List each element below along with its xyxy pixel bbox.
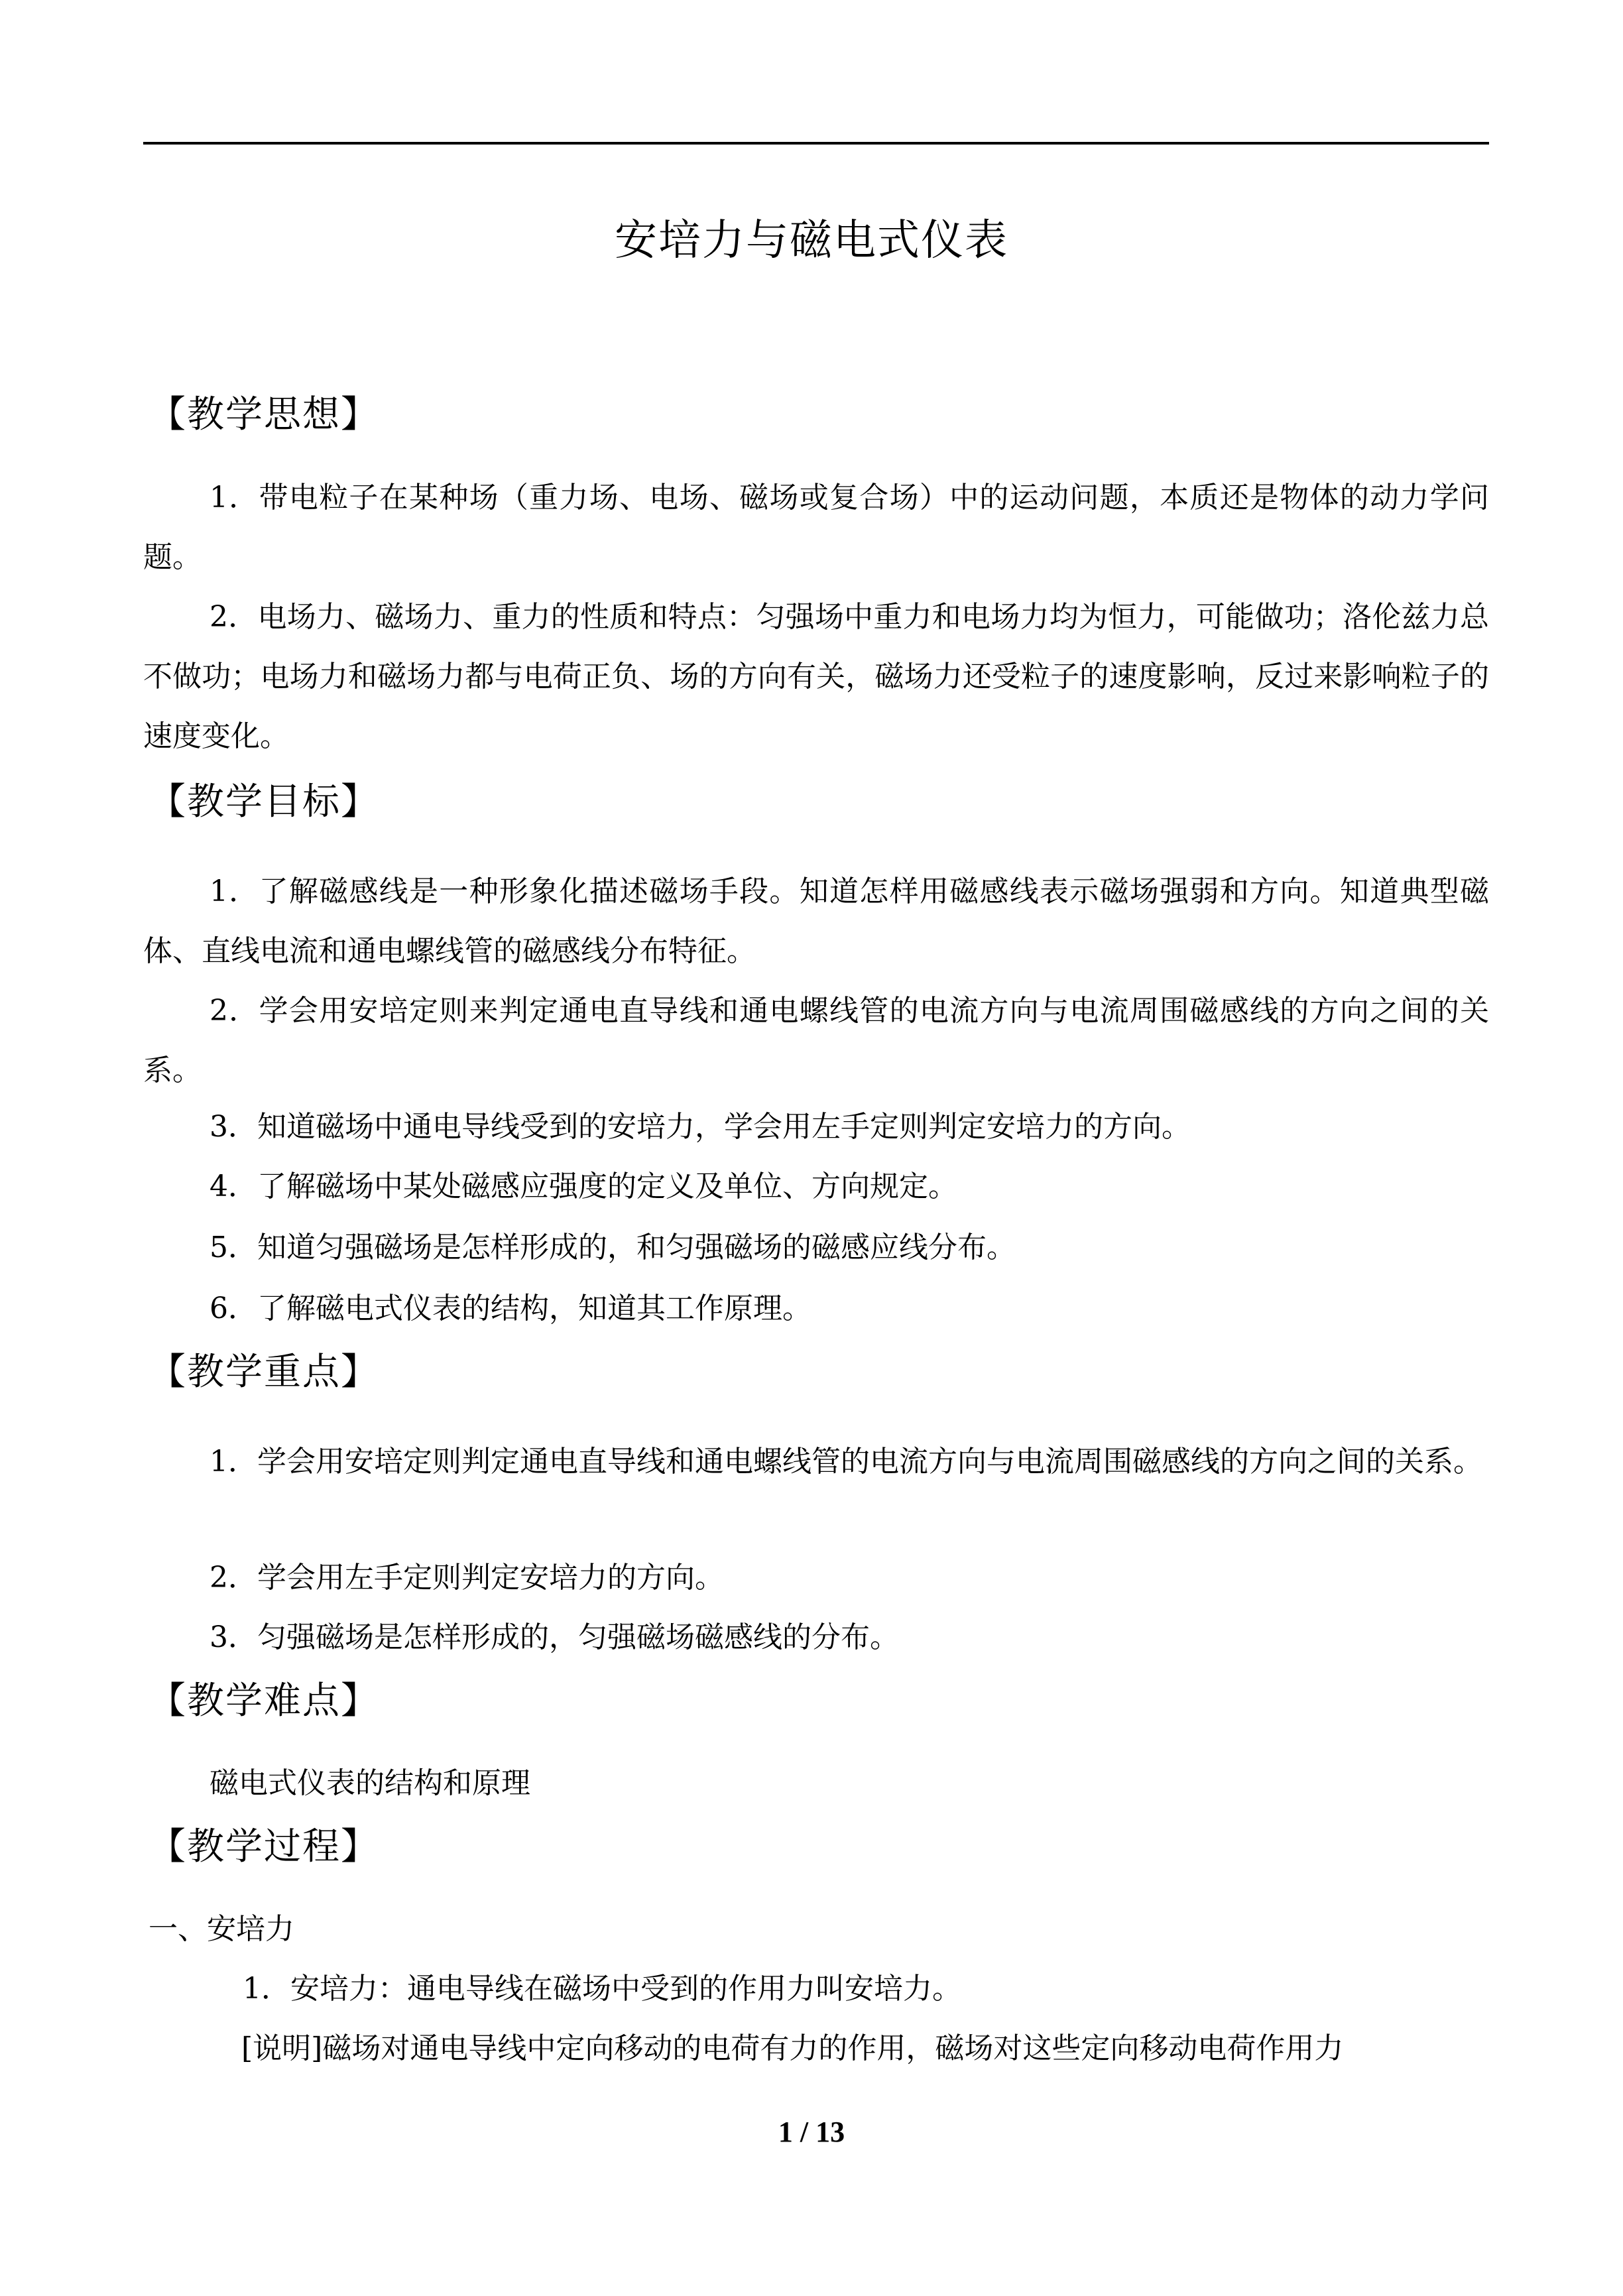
top-rule bbox=[143, 142, 1489, 145]
section-heading-process: 【教学过程】 bbox=[149, 1825, 379, 1868]
paragraph: 2．电场力、磁场力、重力的性质和特点：匀强场中重力和电场力均为恒力，可能做功；洛伦兹力总不做功；电场力和磁场力都与电荷正负、场的方向有关，磁场力还受粒子的速度影响，反过来影响粒子的速度变化。 bbox=[143, 600, 1489, 753]
paragraph: 6．了解磁电式仪表的结构，知道其工作原理。 bbox=[210, 1292, 812, 1325]
page-title: 安培力与磁电式仪表 bbox=[615, 216, 1008, 265]
paragraph: 1．学会用安培定则判定通电直导线和通电螺线管的电流方向与电流周围磁感线的方向之间的关系。 bbox=[210, 1445, 1482, 1479]
paragraph: 3．匀强磁场是怎样形成的，匀强磁场磁感线的分布。 bbox=[210, 1620, 899, 1654]
paragraph: 5．知道匀强磁场是怎样形成的，和匀强磁场的磁感应线分布。 bbox=[210, 1231, 1016, 1264]
paragraph: 4．了解磁场中某处磁感应强度的定义及单位、方向规定。 bbox=[210, 1170, 957, 1203]
paragraph: 1．了解磁感线是一种形象化描述磁场手段。知道怎样用磁感线表示磁场强弱和方向。知道典型磁体、直线电流和通电螺线管的磁感线分布特征。 bbox=[143, 875, 1489, 968]
paragraph: 1．带电粒子在某种场（重力场、电场、磁场或复合场）中的运动问题，本质还是物体的动力学问题。 bbox=[143, 481, 1489, 574]
section-heading-difficulties: 【教学难点】 bbox=[149, 1679, 379, 1722]
process-subheading: 一、安培力 bbox=[149, 1912, 294, 1946]
page-number: 1 / 13 bbox=[778, 2116, 845, 2148]
paragraph: 3．知道磁场中通电导线受到的安培力，学会用左手定则判定安培力的方向。 bbox=[210, 1110, 1191, 1144]
paragraph: 1．安培力：通电导线在磁场中受到的作用力叫安培力。 bbox=[243, 1972, 961, 2006]
paragraph: [说明]磁场对通电导线中定向移动的电荷有力的作用，磁场对这些定向移动电荷作用力 bbox=[241, 2031, 1344, 2065]
paragraph: 2．学会用左手定则判定安培力的方向。 bbox=[210, 1561, 724, 1595]
paragraph: 磁电式仪表的结构和原理 bbox=[210, 1766, 530, 1800]
paragraph: 2．学会用安培定则来判定通电直导线和通电螺线管的电流方向与电流周围磁感线的方向之间的关系。 bbox=[143, 994, 1489, 1087]
section-heading-key-points: 【教学重点】 bbox=[149, 1351, 379, 1394]
section-heading-thought: 【教学思想】 bbox=[149, 393, 379, 436]
section-heading-goals: 【教学目标】 bbox=[149, 780, 379, 823]
